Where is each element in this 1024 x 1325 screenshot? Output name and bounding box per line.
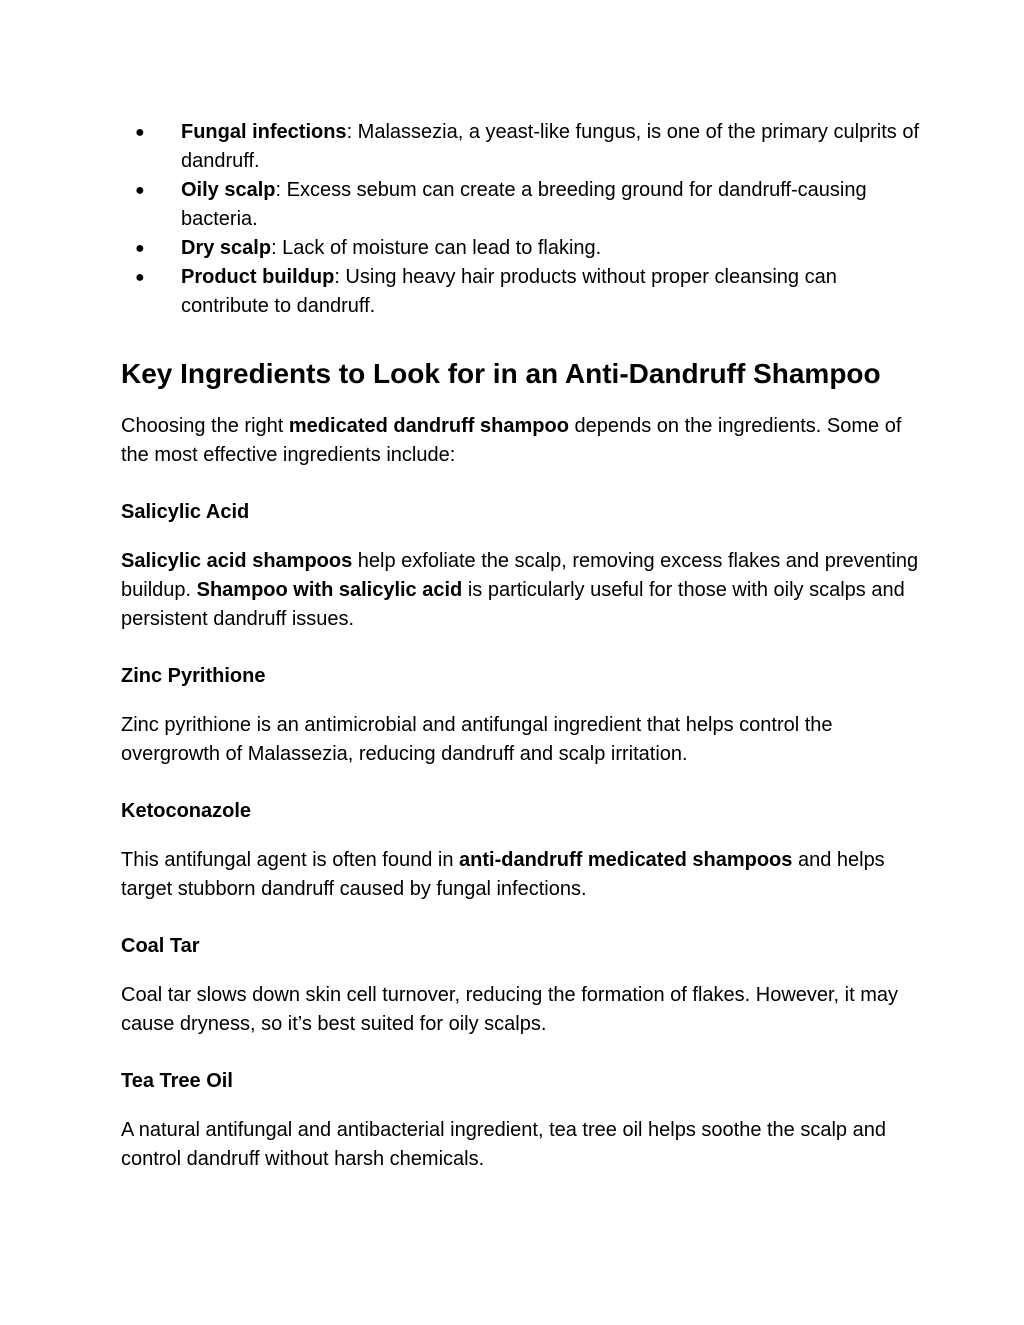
intro-paragraph	[121, 412, 921, 470]
subheading-tea-tree-oil: Tea Tree Oil	[121, 1070, 233, 1092]
bullet-icon: ●	[135, 124, 145, 141]
document-page	[121, 118, 921, 1174]
bullet-icon: ●	[135, 240, 145, 257]
intro-text-start: Choosing the right	[121, 415, 289, 437]
list-item-term: Oily scalp	[181, 179, 276, 201]
ketoconazole-text-2: and helps target stubborn dandruff caused by fungal infections.	[121, 849, 885, 900]
list-item	[121, 176, 921, 234]
salicylic-acid-paragraph	[121, 547, 921, 634]
subheading-zinc-pyrithione: Zinc Pyrithione	[121, 665, 266, 687]
salicylic-text-2: is particularly useful for those with oily scalps and persistent dandruff issues.	[121, 579, 905, 630]
list-item	[121, 118, 921, 176]
causes-list	[121, 118, 921, 321]
ketoconazole-keyword: anti-dandruff medicated shampoos	[459, 849, 793, 871]
list-item	[121, 263, 921, 321]
salicylic-keyword-1: Salicylic acid shampoos	[121, 550, 353, 572]
ketoconazole-text-1: This antifungal agent is often found in	[121, 849, 460, 871]
zinc-pyrithione-paragraph: Zinc pyrithione is an antimicrobial and antifungal ingredient that helps control the overgrowth of Malassezia, reducing dandruff and scalp irritation.	[121, 714, 833, 765]
list-item-term: Dry scalp	[181, 237, 272, 259]
intro-keyword: medicated dandruff shampoo	[288, 415, 569, 437]
list-item-text: : Lack of moisture can lead to flaking.	[271, 237, 602, 259]
tea-tree-oil-paragraph: A natural antifungal and antibacterial ingredient, tea tree oil helps soothe the scalp and control dandruff without harsh chemicals.	[121, 1119, 886, 1170]
salicylic-keyword-2: Shampoo with salicylic acid	[196, 579, 463, 601]
salicylic-text-1: help exfoliate the scalp, removing excess flakes and preventing buildup.	[121, 550, 919, 601]
list-item-text: : Using heavy hair products without proper cleansing can contribute to dandruff.	[181, 266, 837, 317]
intro-text-end: depends on the ingredients. Some of the most effective ingredients include:	[121, 415, 902, 466]
list-item-term: Product buildup	[181, 266, 335, 288]
section-heading: Key Ingredients to Look for in an Anti-Dandruff Shampoo	[121, 358, 881, 389]
subheading-ketoconazole: Ketoconazole	[121, 800, 252, 822]
bullet-icon: ●	[135, 182, 145, 199]
subheading-coal-tar: Coal Tar	[121, 935, 200, 957]
coal-tar-paragraph: Coal tar slows down skin cell turnover, reducing the formation of flakes. However, it may cause dryness, so it’s best suited for oily scalps.	[121, 984, 899, 1035]
bullet-icon: ●	[135, 269, 145, 286]
list-item	[121, 234, 921, 263]
ketoconazole-paragraph	[121, 846, 921, 904]
list-item-term: Fungal infections	[181, 121, 347, 143]
subheading-salicylic-acid: Salicylic Acid	[121, 501, 250, 523]
list-item-text: : Excess sebum can create a breeding ground for dandruff-causing bacteria.	[181, 179, 867, 230]
list-item-text: : Malassezia, a yeast-like fungus, is one of the primary culprits of dandruff.	[181, 121, 920, 172]
